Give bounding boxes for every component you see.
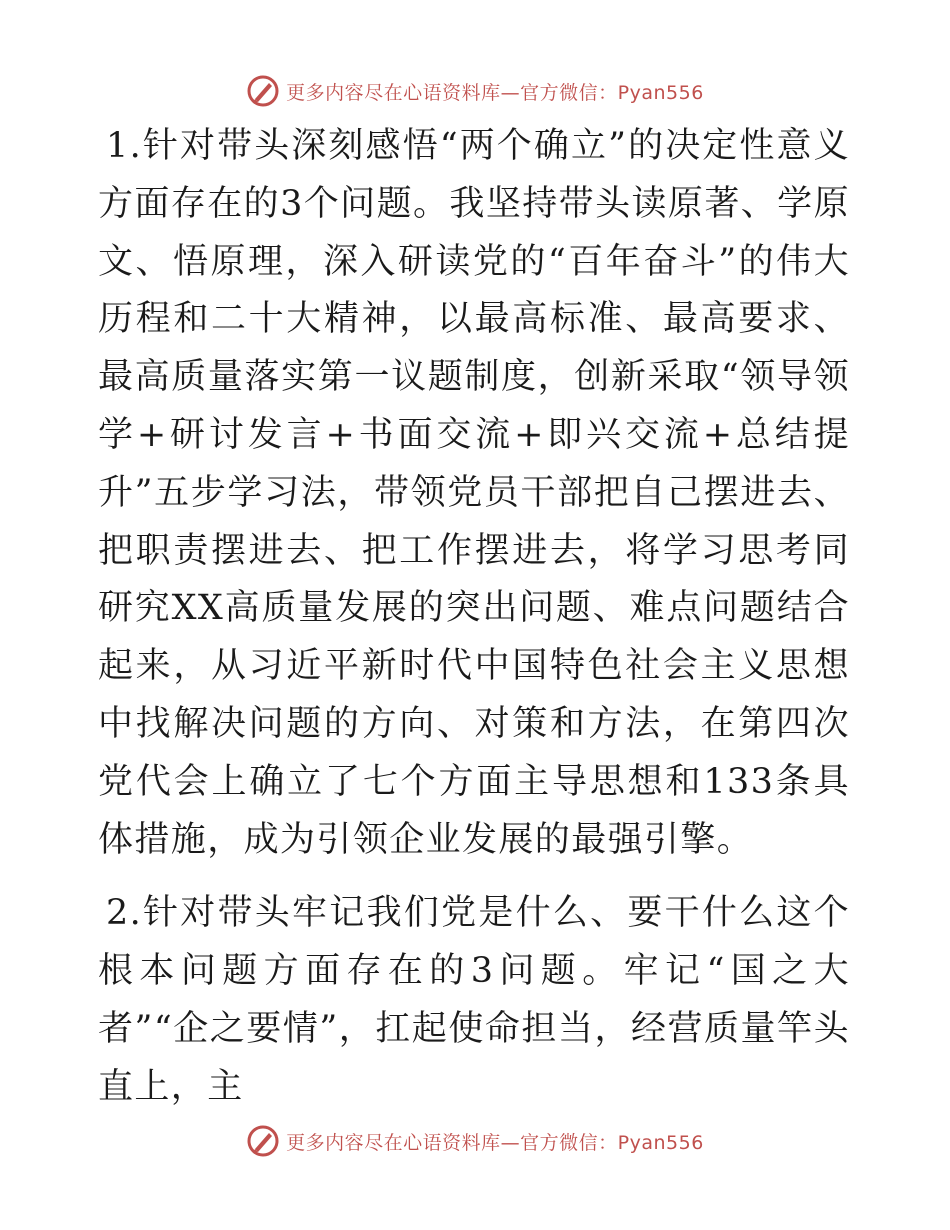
pen-logo-icon bbox=[246, 1124, 280, 1158]
paragraph-2: 2.针对带头牢记我们党是什么、要干什么这个根本问题方面存在的3问题。牢记“国之大者”“企之要情”，扛起使命担当，经营质量竿头直上，主 bbox=[98, 893, 850, 1107]
footer-watermark bbox=[0, 1124, 950, 1158]
paragraph-1: 1.针对带头深刻感悟“两个确立”的决定性意义方面存在的3个问题。我坚持带头读原著、学原文、悟原理，深入研读党的“百年奋斗”的伟大历程和二十大精神，以最高标准、最高要求、最高质量落实第一议题制度，创新采取“领导领学+研讨发言+书面交流+即兴交流+总结提升”五步学习法，带领党员干部把自己摆进去、把职责摆进去、把工作摆进去，将学习思考同研究XX高质量发展的突出问题、难点问题结合起来，从习近平新时代中国特色社会主义思想中找解决问题的方向、对策和方法，在第四次党代会上确立了七个方面主导思想和133条具体措施，成为引领企业发展的最强引擎。 bbox=[98, 126, 850, 860]
watermark-text: 更多内容尽在心语资料库—官方微信：Pyan556 bbox=[286, 1131, 704, 1154]
watermark-text: 更多内容尽在心语资料库—官方微信：Pyan556 bbox=[286, 81, 704, 104]
document-body bbox=[98, 118, 850, 1117]
header-watermark bbox=[0, 74, 950, 108]
pen-logo-icon bbox=[246, 74, 280, 108]
